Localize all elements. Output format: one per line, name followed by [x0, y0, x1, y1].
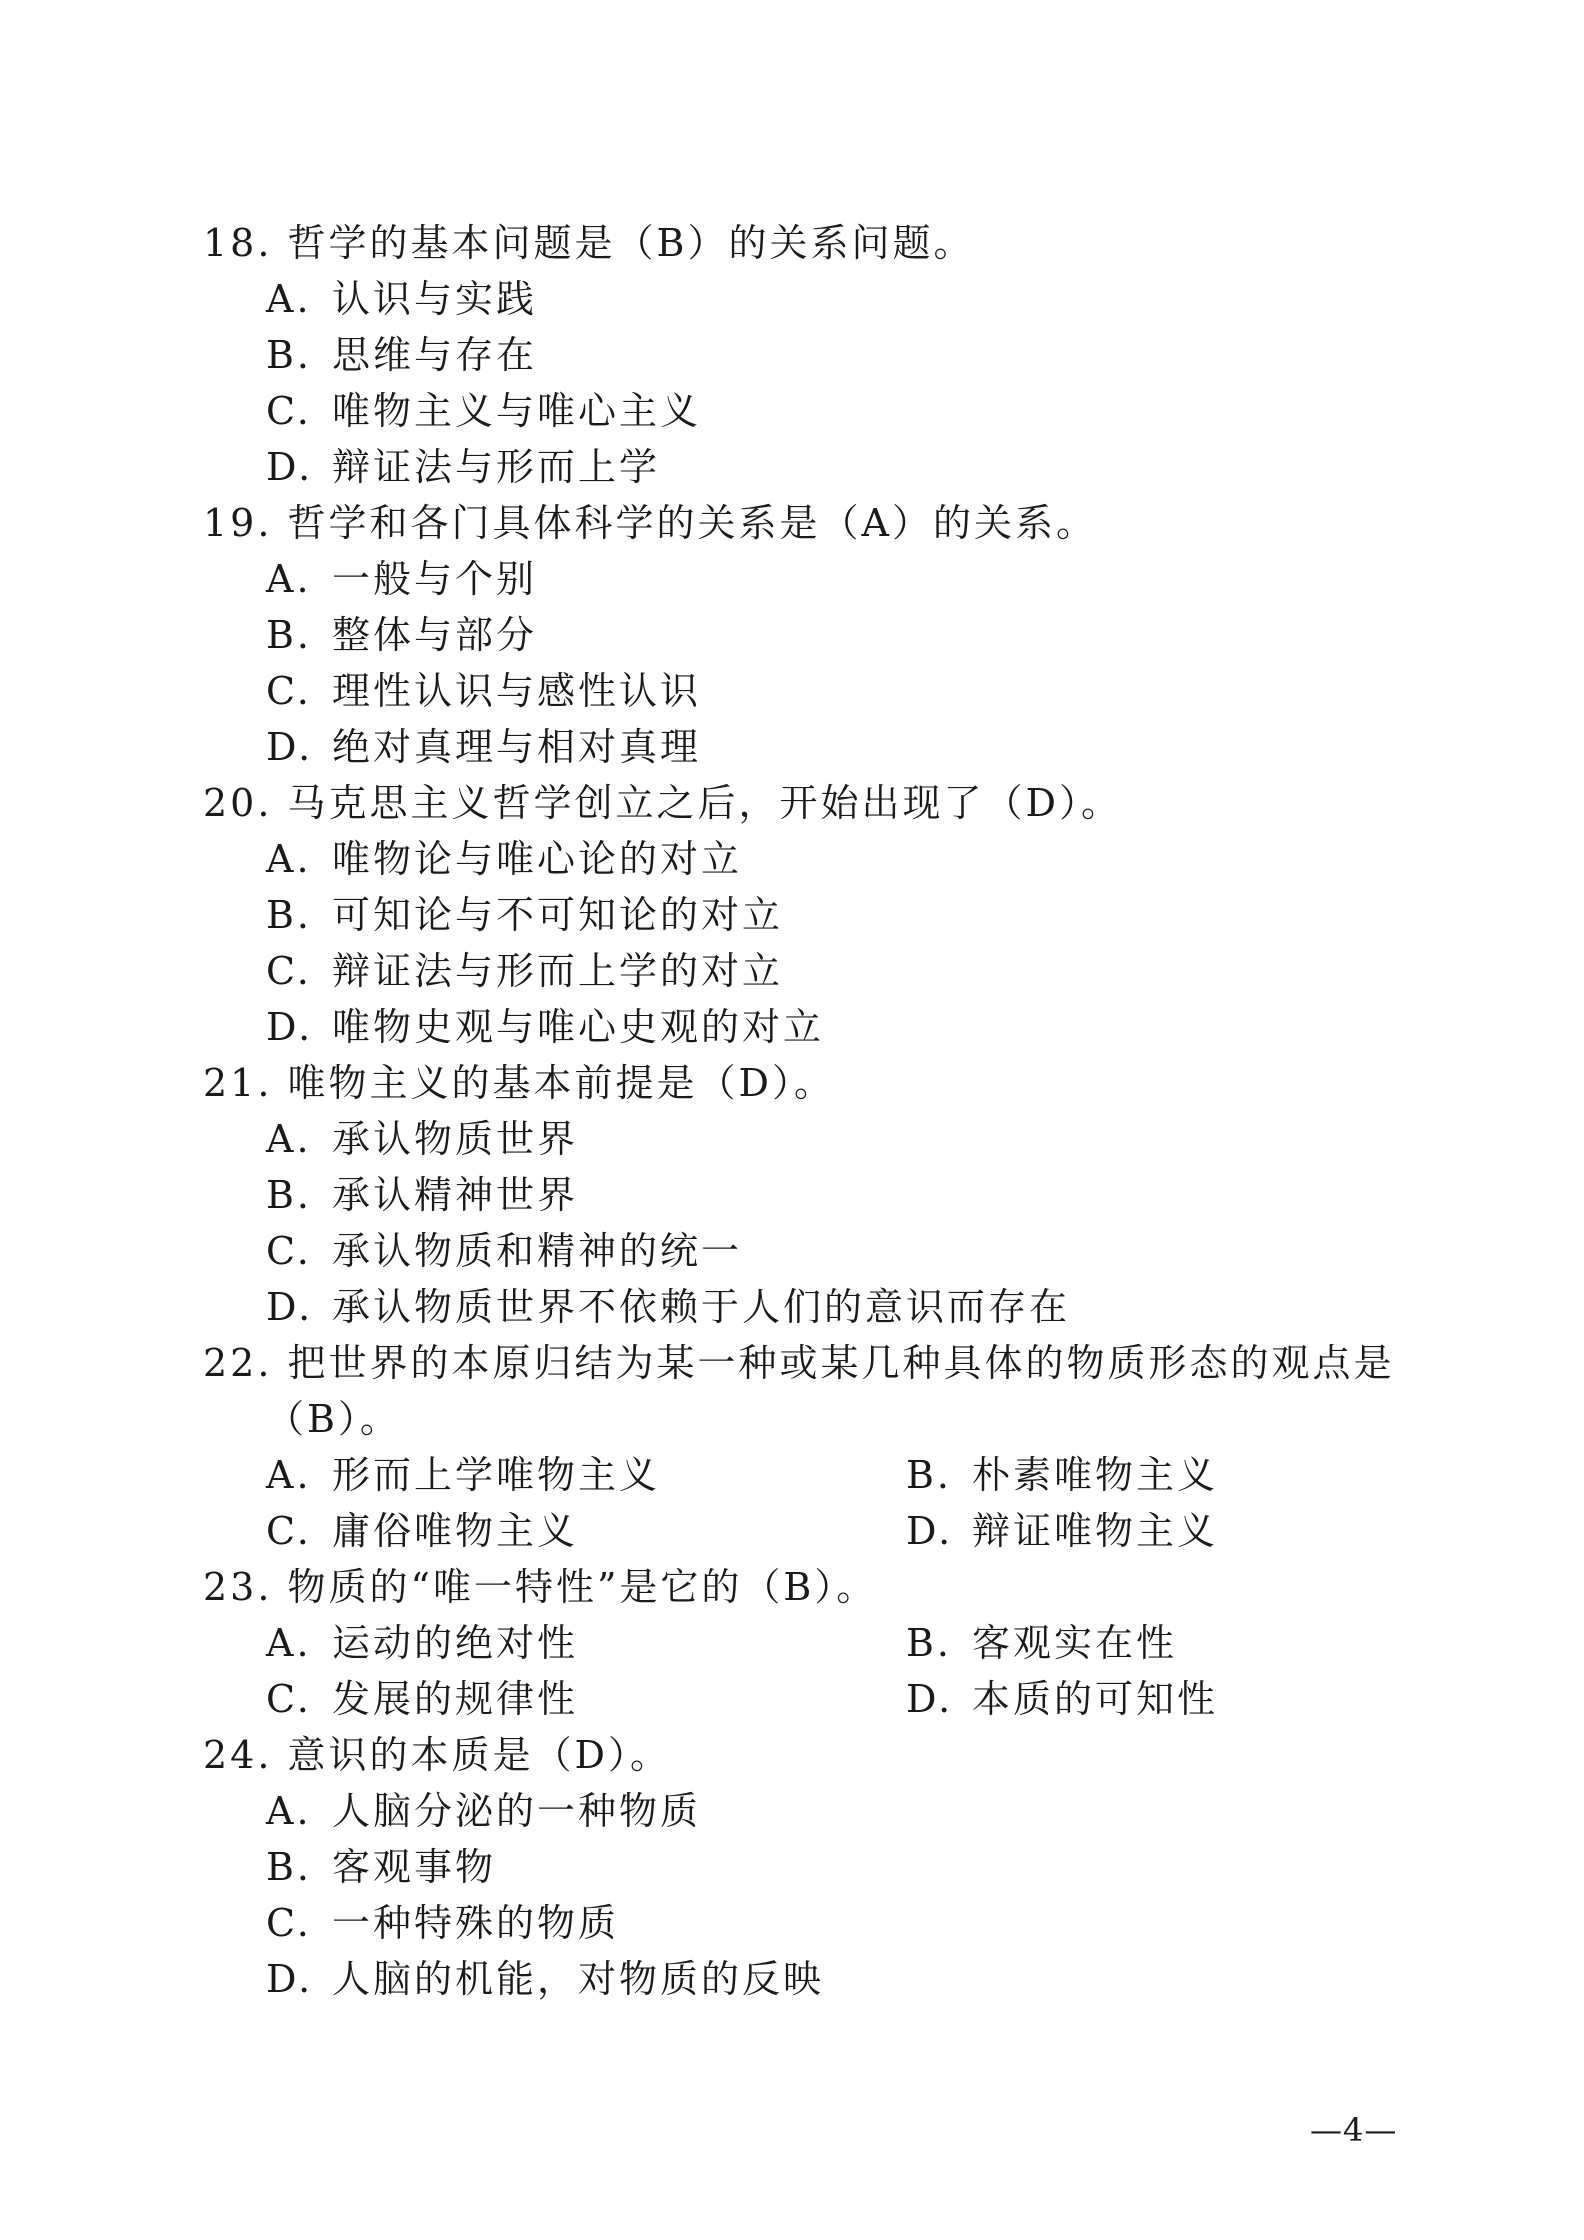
option-a: [266, 1615, 906, 1671]
option-text: 一种特殊的物质: [332, 1901, 620, 1945]
option-c: [266, 383, 1423, 439]
option-a: [266, 831, 1423, 887]
option-d: [906, 1671, 1426, 1727]
question-20: [203, 775, 1423, 1055]
option-letter: D.: [266, 1957, 314, 2001]
option-text: 朴素唯物主义: [972, 1453, 1219, 1497]
option-c: [266, 1503, 906, 1559]
option-list: [203, 551, 1423, 775]
page-number: —4—: [1310, 2111, 1398, 2149]
option-a: [266, 1447, 906, 1503]
option-text: 辩证唯物主义: [972, 1509, 1219, 1553]
question-18: [203, 215, 1423, 495]
option-letter: C.: [266, 1509, 312, 1553]
question-21: [203, 1055, 1423, 1335]
option-a: [266, 1111, 1423, 1167]
option-d: [266, 999, 1423, 1055]
option-d: [266, 1951, 1423, 2007]
option-a: [266, 551, 1423, 607]
option-letter: C.: [266, 669, 312, 713]
option-letter: A.: [266, 837, 312, 881]
option-c: [266, 943, 1423, 999]
option-b: [266, 1167, 1423, 1223]
option-text: 承认物质和精神的统一: [332, 1229, 743, 1273]
option-letter: C.: [266, 1677, 312, 1721]
option-text: 形而上学唯物主义: [332, 1453, 661, 1497]
option-c: [266, 1223, 1423, 1279]
option-list: [203, 831, 1423, 1055]
option-text: 客观实在性: [972, 1621, 1178, 1665]
option-letter: C.: [266, 1229, 312, 1273]
option-letter: A.: [266, 557, 312, 601]
option-text: 认识与实践: [332, 277, 538, 321]
option-text: 理性认识与感性认识: [332, 669, 702, 713]
option-text: 辩证法与形而上学: [332, 445, 661, 489]
option-letter: D.: [906, 1677, 954, 1721]
option-letter: A.: [266, 1453, 312, 1497]
option-text: 唯物主义与唯心主义: [332, 389, 702, 433]
option-b: [266, 607, 1423, 663]
option-letter: C.: [266, 949, 312, 993]
option-letter: A.: [266, 1117, 312, 1161]
option-letter: D.: [266, 445, 314, 489]
option-letter: D.: [266, 1005, 314, 1049]
question-stem: 22. 把世界的本原归结为某一种或某几种具体的物质形态的观点是（B）。: [203, 1341, 1395, 1441]
option-text: 绝对真理与相对真理: [332, 725, 702, 769]
option-text: 思维与存在: [332, 333, 538, 377]
option-b: [906, 1615, 1426, 1671]
question-23: [203, 1559, 1423, 1727]
option-b: [906, 1447, 1426, 1503]
option-text: 承认精神世界: [332, 1173, 579, 1217]
option-text: 承认物质世界不依赖于人们的意识而存在: [332, 1285, 1071, 1329]
question-stem: 21. 唯物主义的基本前提是（D）。: [203, 1061, 835, 1105]
option-list: [203, 271, 1423, 495]
option-text: 运动的绝对性: [332, 1621, 579, 1665]
question-24: [203, 1727, 1423, 2007]
option-letter: B.: [266, 613, 313, 657]
option-letter: A.: [266, 1621, 312, 1665]
option-text: 整体与部分: [332, 613, 538, 657]
option-list: [203, 1447, 1423, 1559]
option-text: 辩证法与形而上学的对立: [332, 949, 784, 993]
option-c: [266, 1895, 1423, 1951]
option-letter: B.: [266, 1845, 313, 1889]
option-text: 庸俗唯物主义: [332, 1509, 579, 1553]
option-letter: D.: [266, 725, 314, 769]
option-d: [266, 439, 1423, 495]
option-text: 承认物质世界: [332, 1117, 579, 1161]
option-letter: D.: [266, 1285, 314, 1329]
option-text: 一般与个别: [332, 557, 538, 601]
question-stem: 20. 马克思主义哲学创立之后，开始出现了（D）。: [203, 781, 1122, 825]
option-letter: C.: [266, 1901, 312, 1945]
option-text: 人脑分泌的一种物质: [332, 1789, 702, 1833]
option-letter: D.: [906, 1509, 954, 1553]
question-stem: 19. 哲学和各门具体科学的关系是（A）的关系。: [203, 501, 1097, 545]
option-text: 发展的规律性: [332, 1677, 579, 1721]
option-text: 唯物论与唯心论的对立: [332, 837, 743, 881]
option-letter: B.: [266, 1173, 313, 1217]
option-letter: A.: [266, 277, 312, 321]
option-list: [203, 1783, 1423, 2007]
option-d: [906, 1503, 1426, 1559]
question-stem: 18. 哲学的基本问题是（B）的关系问题。: [203, 221, 975, 265]
option-b: [266, 887, 1423, 943]
option-letter: A.: [266, 1789, 312, 1833]
option-text: 本质的可知性: [972, 1677, 1219, 1721]
option-c: [266, 663, 1423, 719]
question-stem: 23. 物质的“唯一特性”是它的（B）。: [203, 1565, 878, 1609]
question-stem: 24. 意识的本质是（D）。: [203, 1733, 671, 1777]
option-d: [266, 719, 1423, 775]
option-b: [266, 327, 1423, 383]
option-c: [266, 1671, 906, 1727]
option-letter: B.: [266, 893, 313, 937]
option-letter: B.: [906, 1453, 953, 1497]
option-a: [266, 271, 1423, 327]
option-text: 人脑的机能，对物质的反映: [332, 1957, 825, 2001]
option-list: [203, 1615, 1423, 1727]
option-d: [266, 1279, 1423, 1335]
option-text: 唯物史观与唯心史观的对立: [332, 1005, 825, 1049]
question-19: [203, 495, 1423, 775]
option-letter: B.: [906, 1621, 953, 1665]
option-letter: B.: [266, 333, 313, 377]
option-text: 客观事物: [332, 1845, 497, 1889]
question-22: [203, 1335, 1423, 1559]
option-b: [266, 1839, 1423, 1895]
option-letter: C.: [266, 389, 312, 433]
option-text: 可知论与不可知论的对立: [332, 893, 784, 937]
option-list: [203, 1111, 1423, 1335]
question-list: [203, 215, 1423, 2007]
option-a: [266, 1783, 1423, 1839]
